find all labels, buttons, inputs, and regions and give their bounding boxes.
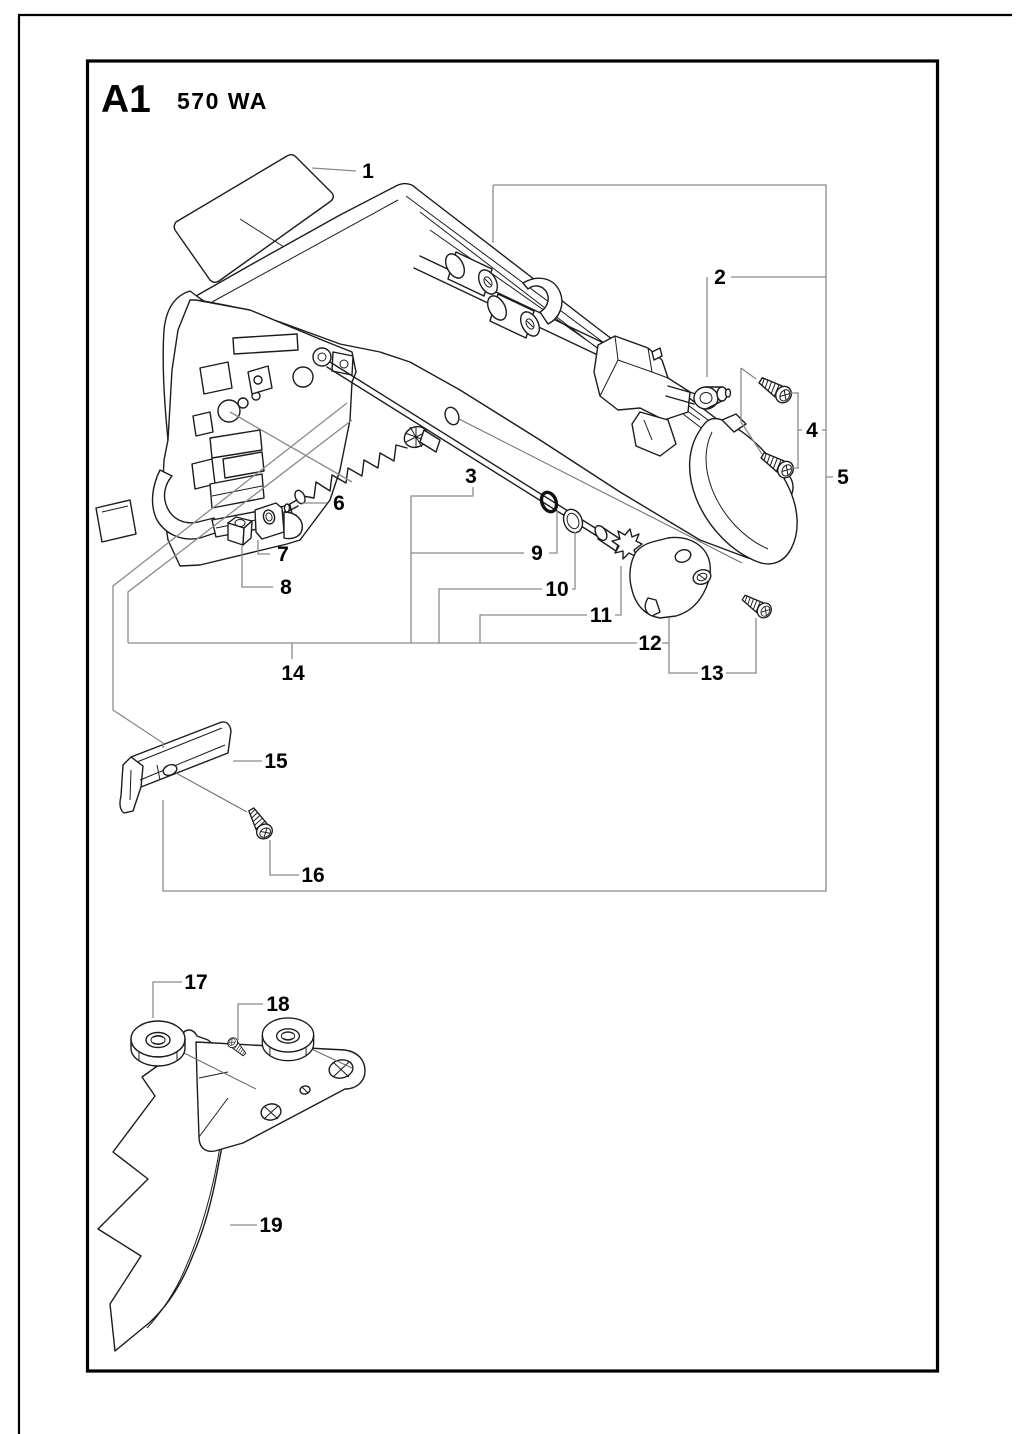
part-label-7: 7 xyxy=(277,543,289,566)
part-screw-16 xyxy=(244,805,275,841)
part-label-18: 18 xyxy=(266,993,290,1016)
part-nut-17a xyxy=(131,1021,185,1066)
part-oiler-bracket-12 xyxy=(630,538,713,619)
title-block xyxy=(101,78,268,121)
part-label-13: 13 xyxy=(700,662,724,685)
part-screw-4a xyxy=(756,373,794,406)
part-label-16: 16 xyxy=(301,864,325,887)
part-label-12: 12 xyxy=(638,632,662,655)
part-nut-8 xyxy=(228,517,252,545)
part-label-1: 1 xyxy=(362,160,374,183)
screw-16-axis-line xyxy=(176,773,247,812)
part-label-3: 3 xyxy=(465,465,477,488)
part-label-14: 14 xyxy=(281,662,305,685)
page-title-model: 570 WA xyxy=(177,88,268,114)
part-label-2: 2 xyxy=(714,266,726,289)
part-label-17: 17 xyxy=(184,971,208,994)
part-screw-13 xyxy=(740,591,774,620)
part-label-5: 5 xyxy=(837,466,849,489)
part-label-9: 9 xyxy=(531,542,543,565)
part-label-6: 6 xyxy=(333,492,345,515)
part-bumper-strip-15 xyxy=(120,722,231,813)
part-label-15: 15 xyxy=(264,750,288,773)
part-label-4: 4 xyxy=(806,419,818,442)
page-title-code: A1 xyxy=(101,78,151,121)
part-felling-dog-19 xyxy=(98,1030,365,1351)
part-label-8: 8 xyxy=(280,576,292,599)
part-label-11: 11 xyxy=(589,604,613,627)
part-label-10: 10 xyxy=(545,578,569,601)
part-nut-17b xyxy=(262,1018,313,1061)
part-label-19: 19 xyxy=(259,1214,283,1237)
